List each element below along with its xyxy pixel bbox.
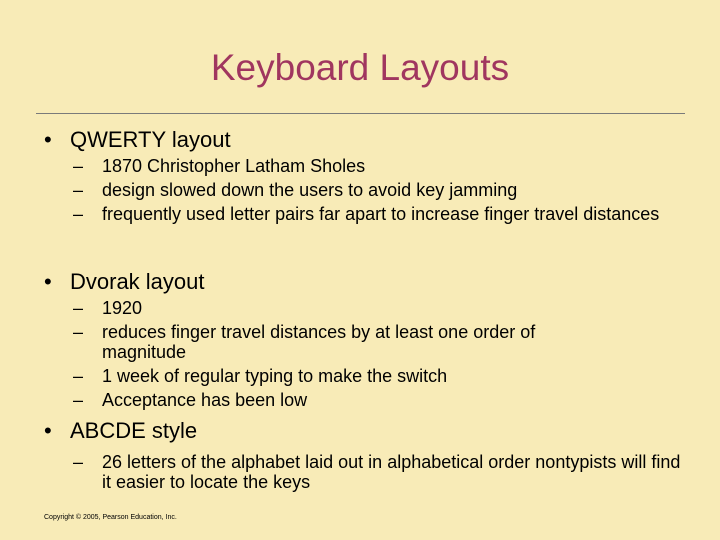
bullet-heading: Dvorak layout (70, 269, 205, 294)
sub-item-text: 1870 Christopher Latham Sholes (102, 156, 366, 176)
title-divider (36, 113, 685, 114)
sub-item-text: 1 week of regular typing to make the switch (102, 366, 448, 386)
dash-icon: – (73, 390, 84, 410)
dash-icon: – (73, 366, 84, 386)
dash-icon: – (73, 452, 84, 472)
sub-item-text: Acceptance has been low (102, 390, 308, 410)
dash-icon: – (73, 298, 84, 318)
dash-icon: – (73, 322, 84, 342)
bullet-heading: QWERTY layout (70, 127, 231, 152)
sub-item-text: frequently used letter pairs far apart to increase finger travel distances (102, 204, 660, 224)
sub-item-text: 26 letters of the alphabet laid out in alphabetical order nontypists will find it easier to locate the keys (102, 452, 681, 492)
bullet-dot-icon: • (44, 269, 52, 294)
bullet-dot-icon: • (44, 127, 52, 152)
bullet-heading: ABCDE style (70, 418, 198, 443)
sub-item-text: design slowed down the users to avoid key jamming (102, 180, 518, 200)
dash-icon: – (73, 204, 84, 224)
sub-item-text: 1920 (102, 298, 143, 318)
slide-title: Keyboard Layouts (210, 47, 510, 88)
dash-icon: – (73, 180, 84, 200)
copyright-footer: Copyright © 2005, Pearson Education, Inc. (44, 514, 177, 521)
bullet-dot-icon: • (44, 418, 52, 443)
sub-item-text: reduces finger travel distances by at least one order of magnitude (102, 322, 536, 362)
dash-icon: – (73, 156, 84, 176)
